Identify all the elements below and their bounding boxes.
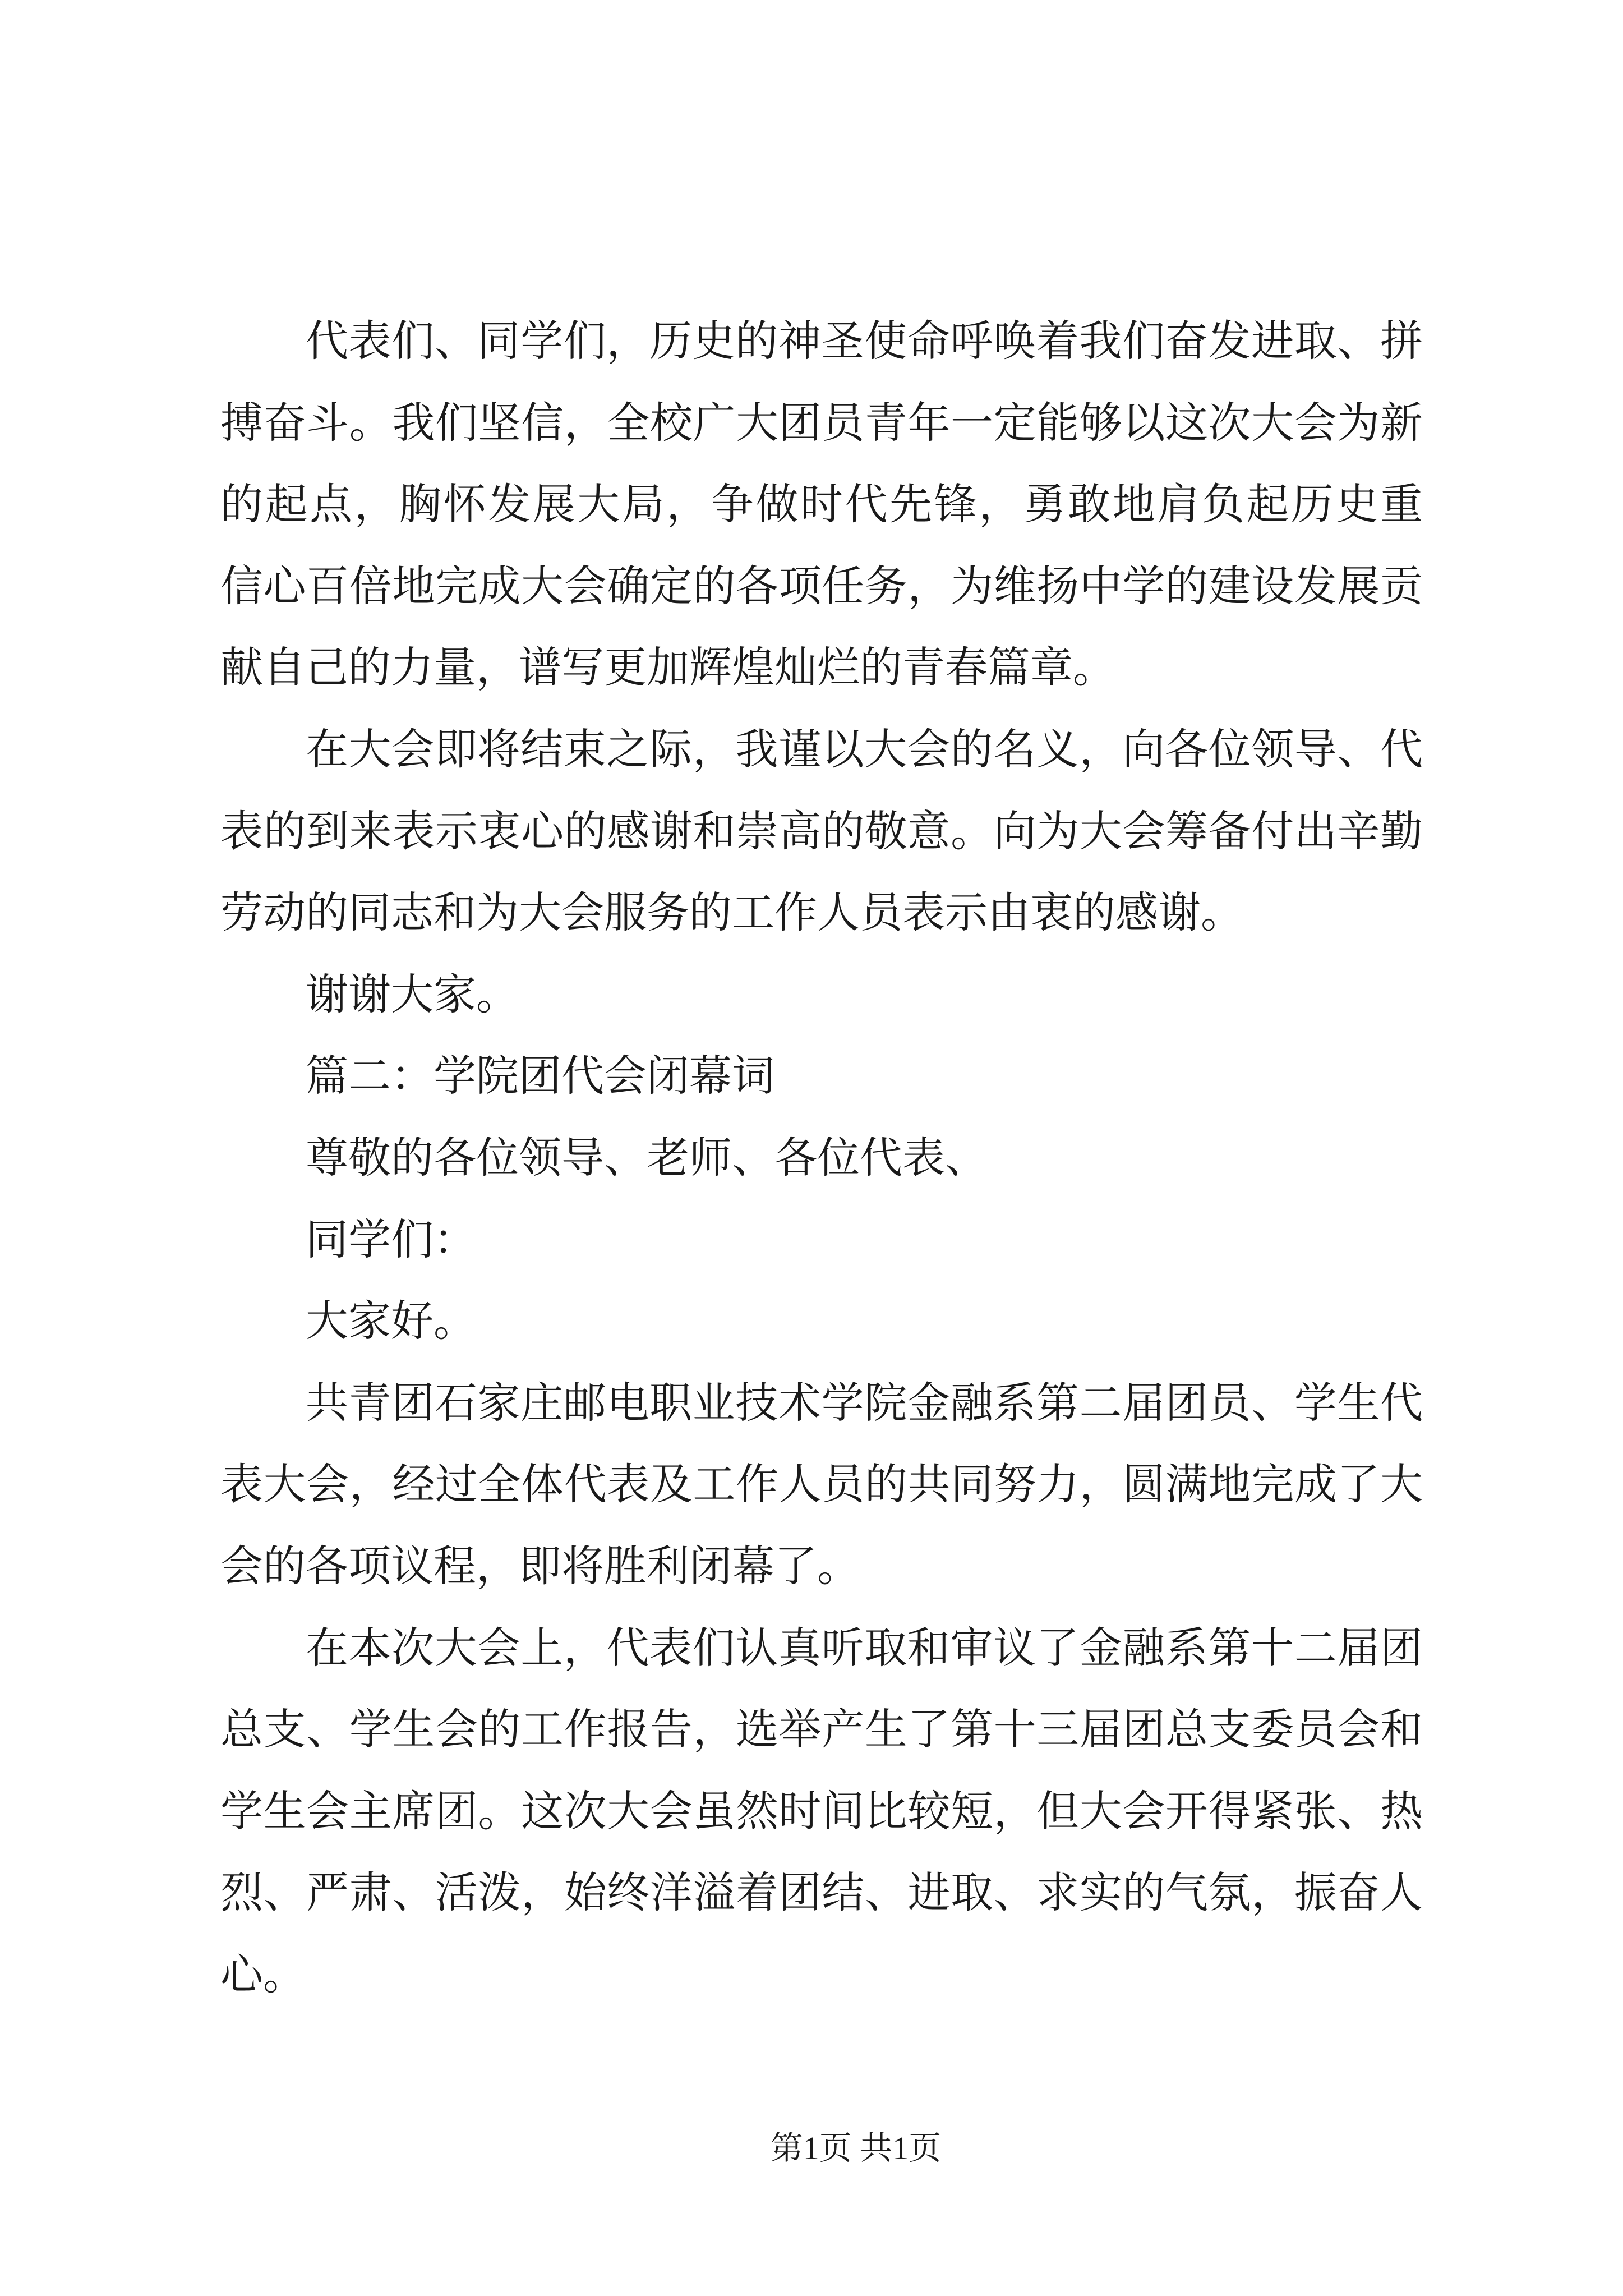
paragraph-congress-review xyxy=(220,1607,1423,2016)
paragraph-thanks-to-guests xyxy=(220,708,1423,954)
paragraph-line: 的起点，胸怀发展大局，争做时代先锋，勇敢地肩负起历史重 xyxy=(220,479,1423,530)
paragraph-congress-summary xyxy=(220,1362,1423,1607)
paragraph-closing-appeal xyxy=(220,300,1423,708)
paragraph-line: 总支、学生会的工作报告，选举产生了第十三届团总支委员会和 xyxy=(220,1704,1423,1755)
paragraph-line: 会的各项议程，即将胜利闭幕了。 xyxy=(220,1540,860,1591)
paragraph-line: 在本次大会上，代表们认真听取和审议了金融系第十二届团 xyxy=(306,1622,1423,1673)
paragraph-line: 心。 xyxy=(220,1949,306,1999)
paragraph-line: 谢谢大家。 xyxy=(306,969,519,1019)
paragraph-line: 在大会即将结束之际，我谨以大会的名义，向各位领导、代 xyxy=(306,724,1423,774)
paragraph-line: 代表们、同学们，历史的神圣使命呼唤着我们奋发进取、拼 xyxy=(306,316,1423,366)
paragraph-line: 表的到来表示衷心的感谢和崇高的敬意。向为大会筹备付出辛勤 xyxy=(220,806,1423,856)
paragraph-line: 献自己的力量，谱写更加辉煌灿烂的青春篇章。 xyxy=(220,642,1115,693)
salutation-line: 尊敬的各位领导、老师、各位代表、 xyxy=(306,1132,988,1182)
paragraph-line: 学生会主席团。这次大会虽然时间比较短，但大会开得紧张、热 xyxy=(220,1786,1423,1836)
paragraph-line: 表大会，经过全体代表及工作人员的共同努力，圆满地完成了大 xyxy=(220,1459,1423,1510)
paragraph-line: 烈、严肃、活泼，始终洋溢着团结、进取、求实的气氛，振奋人 xyxy=(220,1867,1423,1918)
paragraph-line: 劳动的同志和为大会服务的工作人员表示由衷的感谢。 xyxy=(220,887,1243,938)
greeting xyxy=(220,1280,1423,1362)
section-heading xyxy=(220,1035,1423,1117)
salutation-continued xyxy=(220,1199,1423,1281)
salutation xyxy=(220,1117,1423,1199)
paragraph-line: 搏奋斗。我们坚信，全校广大团员青年一定能够以这次大会为新 xyxy=(220,397,1423,448)
paragraph-line: 共青团石家庄邮电职业技术学院金融系第二届团员、学生代 xyxy=(306,1377,1423,1428)
page-footer: 第1页 共1页 xyxy=(770,2130,942,2166)
closing-thanks xyxy=(220,954,1423,1036)
paragraph-line: 信心百倍地完成大会确定的各项任务，为维扬中学的建设发展贡 xyxy=(220,560,1423,611)
greeting-line: 大家好。 xyxy=(306,1296,476,1346)
salutation-line: 同学们： xyxy=(306,1214,476,1264)
section-heading-text: 篇二：学院团代会闭幕词 xyxy=(306,1051,774,1101)
document-body xyxy=(220,300,1423,2015)
